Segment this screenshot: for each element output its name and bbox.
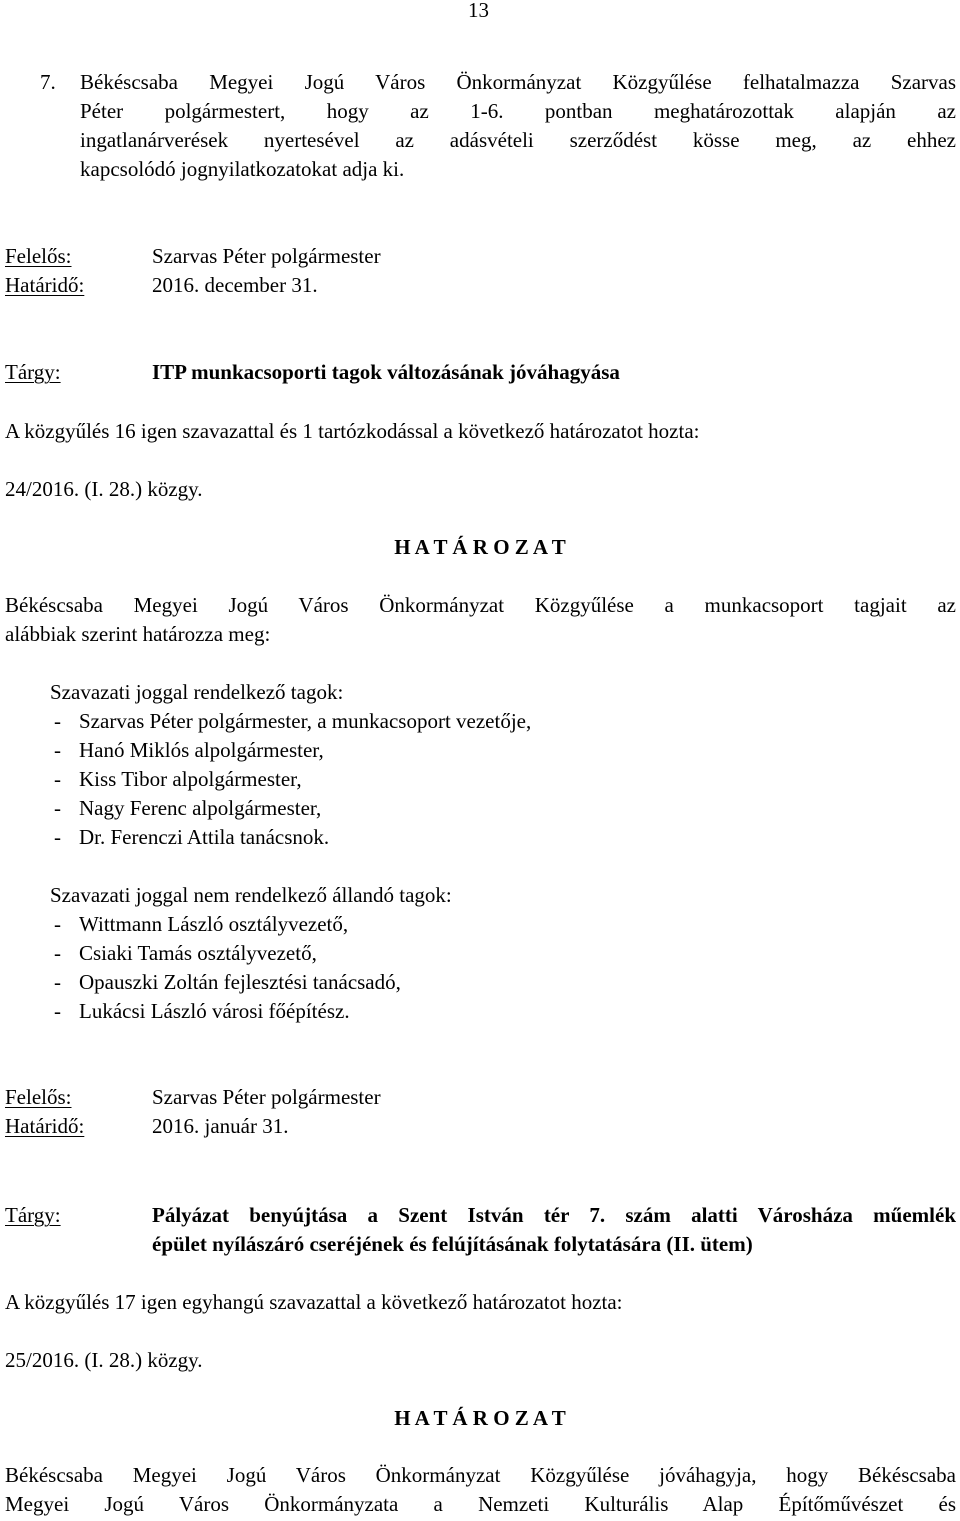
member-name: Szarvas Péter polgármester, a munkacsoport vezetője, (79, 709, 532, 733)
subject-title-line-2: épület nyílászáró cseréjének és felújításának folytatására (II. ütem) (152, 1232, 753, 1256)
resolution-body-line-1: Békéscsaba Megyei Jogú Város Önkormányzat Közgyűlése jóváhagyja, hogy Békéscsaba (5, 1463, 956, 1487)
list-item (54, 997, 401, 1026)
list-item (54, 765, 531, 794)
member-name: Hanó Miklós alpolgármester, (79, 738, 324, 762)
deadline-label: Határidő: (5, 273, 85, 297)
deadline-value: 2016. január 31. (152, 1114, 289, 1138)
deadline-label: Határidő: (5, 1114, 85, 1138)
resolution-heading: H A T Á R O Z A T (394, 1406, 566, 1430)
responsible-label: Felelős: (5, 244, 72, 268)
list-dash: - (54, 999, 61, 1023)
member-name: Opauszki Zoltán fejlesztési tanácsadó, (79, 970, 401, 994)
voting-members-heading: Szavazati joggal rendelkező tagok: (50, 680, 344, 704)
list-dash: - (54, 709, 61, 733)
list-item (54, 707, 531, 736)
member-name: Kiss Tibor alpolgármester, (79, 767, 302, 791)
member-name: Lukácsi László városi főépítész. (79, 999, 350, 1023)
item7-line-1: Békéscsaba Megyei Jogú Város Önkormányzat Közgyűlése felhatalmazza Szarvas (80, 70, 956, 94)
list-item (54, 910, 401, 939)
vote-statement: A közgyűlés 16 igen szavazattal és 1 tartózkodással a következő határozatot hozta: (5, 419, 700, 443)
responsible-label: Felelős: (5, 1085, 72, 1109)
item7-line-2: Péter polgármestert, hogy az 1-6. pontban meghatározottak alapján az (80, 99, 956, 123)
resolution-heading: H A T Á R O Z A T (394, 535, 566, 559)
page-number: 13 (468, 0, 489, 22)
member-name: Csiaki Tamás osztályvezető, (79, 941, 317, 965)
list-dash: - (54, 796, 61, 820)
item7-line-4: kapcsolódó jognyilatkozatokat adja ki. (80, 157, 405, 181)
resolution-number: 24/2016. (I. 28.) közgy. (5, 477, 203, 501)
list-item (54, 736, 531, 765)
resolution-number: 25/2016. (I. 28.) közgy. (5, 1348, 203, 1372)
nonvoting-members-heading: Szavazati joggal nem rendelkező állandó tagok: (50, 883, 452, 907)
subject-title: ITP munkacsoporti tagok változásának jóváhagyása (152, 360, 620, 384)
resolution-body-line-2: Megyei Jogú Város Önkormányzata a Nemzeti Kulturális Alap Építőművészet és (5, 1492, 956, 1516)
list-dash: - (54, 825, 61, 849)
voting-members-list (54, 707, 531, 852)
subject-label: Tárgy: (5, 360, 61, 384)
subject-label: Tárgy: (5, 1203, 61, 1227)
subject-title-line-1: Pályázat benyújtása a Szent István tér 7. szám alatti Városháza műemlék (152, 1203, 956, 1227)
list-dash: - (54, 941, 61, 965)
member-name: Dr. Ferenczi Attila tanácsnok. (79, 825, 330, 849)
item-number: 7. (40, 70, 56, 94)
list-item (54, 968, 401, 997)
resolution-body-line-2: alábbiak szerint határozza meg: (5, 622, 271, 646)
nonvoting-members-list (54, 910, 401, 1026)
list-dash: - (54, 970, 61, 994)
deadline-value: 2016. december 31. (152, 273, 318, 297)
list-item (54, 794, 531, 823)
responsible-value: Szarvas Péter polgármester (152, 1085, 381, 1109)
responsible-value: Szarvas Péter polgármester (152, 244, 381, 268)
list-dash: - (54, 767, 61, 791)
vote-statement: A közgyűlés 17 igen egyhangú szavazattal a következő határozatot hozta: (5, 1290, 623, 1314)
member-name: Wittmann László osztályvezető, (79, 912, 349, 936)
list-item (54, 823, 531, 852)
item7-line-3: ingatlanárverések nyertesével az adásvételi szerződést kösse meg, az ehhez (80, 128, 956, 152)
list-item (54, 939, 401, 968)
list-dash: - (54, 912, 61, 936)
resolution-body-line-1: Békéscsaba Megyei Jogú Város Önkormányzat Közgyűlése a munkacsoport tagjait az (5, 593, 956, 617)
list-dash: - (54, 738, 61, 762)
member-name: Nagy Ferenc alpolgármester, (79, 796, 322, 820)
